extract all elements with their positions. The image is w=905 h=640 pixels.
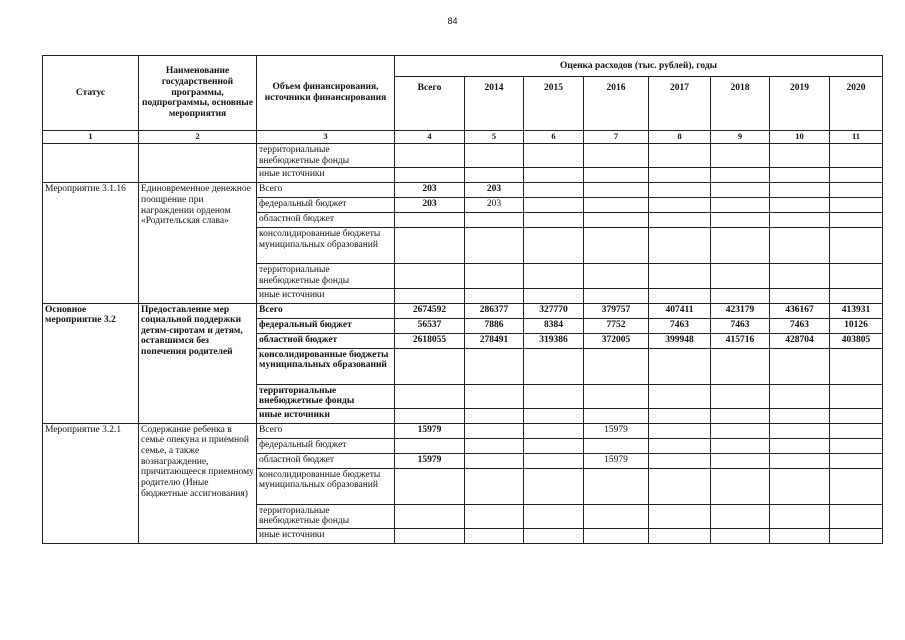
value-cell (465, 468, 524, 504)
header-year: 2020 (830, 77, 883, 131)
value-cell (770, 213, 830, 228)
value-cell (649, 453, 711, 468)
header-program-name: Наименование государственной программы, подпрограммы, основные мероприятия (139, 56, 257, 131)
value-cell (770, 468, 830, 504)
value-cell (711, 453, 770, 468)
financing-source: территориальные внебюджетные фонды (257, 264, 395, 288)
value-cell (830, 264, 883, 288)
value-cell (830, 408, 883, 423)
value-cell (649, 198, 711, 213)
value-cell (584, 438, 649, 453)
value-cell (770, 438, 830, 453)
value-cell (584, 168, 649, 183)
value-cell (465, 453, 524, 468)
value-cell: 403805 (830, 333, 883, 348)
value-cell (649, 288, 711, 303)
value-cell (524, 438, 584, 453)
name-cell (139, 144, 257, 183)
status-cell: Мероприятие 3.1.16 (43, 183, 139, 303)
value-cell (584, 408, 649, 423)
value-cell (711, 529, 770, 544)
value-cell: 372005 (584, 333, 649, 348)
value-cell (465, 264, 524, 288)
value-cell (711, 183, 770, 198)
value-cell: 7752 (584, 318, 649, 333)
value-cell (711, 423, 770, 438)
value-cell (649, 264, 711, 288)
value-cell (395, 168, 465, 183)
value-cell (524, 198, 584, 213)
value-cell: 415716 (711, 333, 770, 348)
value-cell (395, 468, 465, 504)
value-cell (770, 384, 830, 408)
value-cell (465, 529, 524, 544)
value-cell (524, 384, 584, 408)
value-cell (711, 213, 770, 228)
header-year: 2014 (465, 77, 524, 131)
value-cell (830, 348, 883, 384)
financing-source: иные источники (257, 529, 395, 544)
value-cell (711, 468, 770, 504)
column-number: 9 (711, 131, 770, 144)
value-cell (649, 384, 711, 408)
value-cell: 8384 (524, 318, 584, 333)
value-cell: 7463 (649, 318, 711, 333)
value-cell (711, 384, 770, 408)
value-cell (524, 408, 584, 423)
value-cell (649, 408, 711, 423)
header-year: Всего (395, 77, 465, 131)
column-number: 4 (395, 131, 465, 144)
financing-source: федеральный бюджет (257, 318, 395, 333)
value-cell (649, 438, 711, 453)
value-cell (465, 288, 524, 303)
value-cell (711, 438, 770, 453)
value-cell (649, 213, 711, 228)
value-cell (395, 408, 465, 423)
value-cell (649, 144, 711, 168)
value-cell (584, 504, 649, 528)
header-year: 2015 (524, 77, 584, 131)
value-cell (711, 144, 770, 168)
financing-source: Всего (257, 183, 395, 198)
value-cell (465, 228, 524, 264)
value-cell: 56537 (395, 318, 465, 333)
financing-source: федеральный бюджет (257, 438, 395, 453)
column-number: 2 (139, 131, 257, 144)
value-cell: 2674592 (395, 303, 465, 318)
status-cell: Основное мероприятие 3.2 (43, 303, 139, 423)
value-cell (584, 144, 649, 168)
value-cell: 413931 (830, 303, 883, 318)
value-cell (465, 423, 524, 438)
financing-source: иные источники (257, 288, 395, 303)
financing-source: областной бюджет (257, 213, 395, 228)
value-cell (770, 408, 830, 423)
header-financing: Объем финансирования, источники финансирования (257, 56, 395, 131)
value-cell (770, 228, 830, 264)
value-cell (830, 288, 883, 303)
page-number: 84 (447, 16, 458, 26)
value-cell (584, 213, 649, 228)
measure-name-cell: Предоставление мер социальной поддержки детям-сиротам и детям, оставшимся без попечения родителей (139, 303, 257, 423)
financing-source: областной бюджет (257, 333, 395, 348)
value-cell (584, 384, 649, 408)
value-cell (465, 504, 524, 528)
value-cell (524, 468, 584, 504)
value-cell (465, 213, 524, 228)
header-status: Статус (43, 56, 139, 131)
financing-source: территориальные внебюджетные фонды (257, 144, 395, 168)
measure-name-cell: Единовременное денежное поощрение при награждении орденом «Родительская слава» (139, 183, 257, 303)
value-cell (830, 168, 883, 183)
financing-source: консолидированные бюджеты муниципальных образований (257, 468, 395, 504)
value-cell (770, 264, 830, 288)
value-cell (830, 228, 883, 264)
status-cell (43, 144, 139, 183)
value-cell (770, 453, 830, 468)
financing-source: федеральный бюджет (257, 198, 395, 213)
value-cell: 399948 (649, 333, 711, 348)
value-cell (830, 453, 883, 468)
value-cell (711, 228, 770, 264)
value-cell (711, 348, 770, 384)
value-cell (830, 144, 883, 168)
value-cell (524, 453, 584, 468)
column-number: 5 (465, 131, 524, 144)
value-cell (524, 264, 584, 288)
value-cell (830, 468, 883, 504)
value-cell (649, 228, 711, 264)
value-cell (711, 504, 770, 528)
status-cell: Мероприятие 3.2.1 (43, 423, 139, 543)
value-cell (465, 144, 524, 168)
table-row (43, 183, 883, 198)
value-cell (395, 529, 465, 544)
value-cell (524, 183, 584, 198)
value-cell (649, 423, 711, 438)
financing-source: территориальные внебюджетные фонды (257, 384, 395, 408)
value-cell: 319386 (524, 333, 584, 348)
financing-source: консолидированные бюджеты муниципальных образований (257, 228, 395, 264)
value-cell (584, 183, 649, 198)
value-cell: 407411 (649, 303, 711, 318)
value-cell (395, 504, 465, 528)
value-cell (584, 529, 649, 544)
value-cell (395, 438, 465, 453)
value-cell: 278491 (465, 333, 524, 348)
value-cell: 203 (395, 183, 465, 198)
value-cell (649, 504, 711, 528)
financing-source: иные источники (257, 408, 395, 423)
value-cell (395, 288, 465, 303)
value-cell: 436167 (770, 303, 830, 318)
table-row (43, 144, 883, 168)
value-cell (770, 504, 830, 528)
value-cell (649, 168, 711, 183)
value-cell (649, 529, 711, 544)
table-row (43, 303, 883, 318)
value-cell (465, 438, 524, 453)
financing-source: консолидированные бюджеты муниципальных образований (257, 348, 395, 384)
financing-source: территориальные внебюджетные фонды (257, 504, 395, 528)
budget-table (42, 55, 883, 544)
value-cell: 286377 (465, 303, 524, 318)
value-cell (395, 228, 465, 264)
value-cell (465, 348, 524, 384)
value-cell (584, 468, 649, 504)
value-cell (524, 168, 584, 183)
value-cell: 203 (465, 183, 524, 198)
value-cell (770, 529, 830, 544)
value-cell (770, 198, 830, 213)
column-number: 3 (257, 131, 395, 144)
value-cell (649, 348, 711, 384)
column-number: 11 (830, 131, 883, 144)
value-cell (711, 198, 770, 213)
financing-source: иные источники (257, 168, 395, 183)
column-number: 6 (524, 131, 584, 144)
value-cell (830, 504, 883, 528)
value-cell (395, 348, 465, 384)
value-cell (711, 288, 770, 303)
value-cell (524, 423, 584, 438)
value-cell (524, 144, 584, 168)
value-cell (711, 264, 770, 288)
value-cell (524, 504, 584, 528)
value-cell (770, 183, 830, 198)
financing-source: областной бюджет (257, 453, 395, 468)
value-cell: 15979 (584, 423, 649, 438)
value-cell (395, 384, 465, 408)
header-year: 2019 (770, 77, 830, 131)
financing-source: Всего (257, 423, 395, 438)
value-cell (395, 264, 465, 288)
value-cell (524, 529, 584, 544)
value-cell (770, 423, 830, 438)
value-cell: 423179 (711, 303, 770, 318)
value-cell (395, 144, 465, 168)
value-cell (830, 438, 883, 453)
header-year: 2017 (649, 77, 711, 131)
value-cell (649, 468, 711, 504)
header-year: 2018 (711, 77, 770, 131)
value-cell: 15979 (395, 423, 465, 438)
value-cell (770, 348, 830, 384)
measure-name-cell: Содержание ребенка в семье опекуна и приемной семье, а также вознаграждение, причитающееся приемному родителю (Иные бюджетные ассигнования) (139, 423, 257, 543)
value-cell (524, 288, 584, 303)
value-cell: 7886 (465, 318, 524, 333)
value-cell: 2618055 (395, 333, 465, 348)
value-cell (830, 183, 883, 198)
value-cell (584, 264, 649, 288)
value-cell (584, 348, 649, 384)
column-number: 10 (770, 131, 830, 144)
value-cell (770, 168, 830, 183)
value-cell (711, 168, 770, 183)
value-cell: 327770 (524, 303, 584, 318)
value-cell (770, 144, 830, 168)
value-cell: 7463 (711, 318, 770, 333)
value-cell (395, 213, 465, 228)
header-estimate: Оценка расходов (тыс. рублей), годы (395, 56, 883, 77)
value-cell (465, 384, 524, 408)
value-cell: 7463 (770, 318, 830, 333)
value-cell: 10126 (830, 318, 883, 333)
column-number: 1 (43, 131, 139, 144)
header-year: 2016 (584, 77, 649, 131)
value-cell (465, 168, 524, 183)
value-cell (524, 228, 584, 264)
value-cell (584, 228, 649, 264)
value-cell (770, 288, 830, 303)
column-number: 7 (584, 131, 649, 144)
value-cell (830, 198, 883, 213)
value-cell (830, 213, 883, 228)
value-cell: 15979 (584, 453, 649, 468)
value-cell (584, 198, 649, 213)
column-number: 8 (649, 131, 711, 144)
value-cell: 428704 (770, 333, 830, 348)
value-cell: 15979 (395, 453, 465, 468)
value-cell (465, 408, 524, 423)
value-cell: 203 (395, 198, 465, 213)
value-cell (649, 183, 711, 198)
value-cell: 203 (465, 198, 524, 213)
value-cell (830, 529, 883, 544)
value-cell (524, 213, 584, 228)
financing-source: Всего (257, 303, 395, 318)
value-cell (830, 423, 883, 438)
table-row (43, 423, 883, 438)
value-cell (524, 348, 584, 384)
value-cell (584, 288, 649, 303)
value-cell (711, 408, 770, 423)
value-cell (830, 384, 883, 408)
value-cell: 379757 (584, 303, 649, 318)
